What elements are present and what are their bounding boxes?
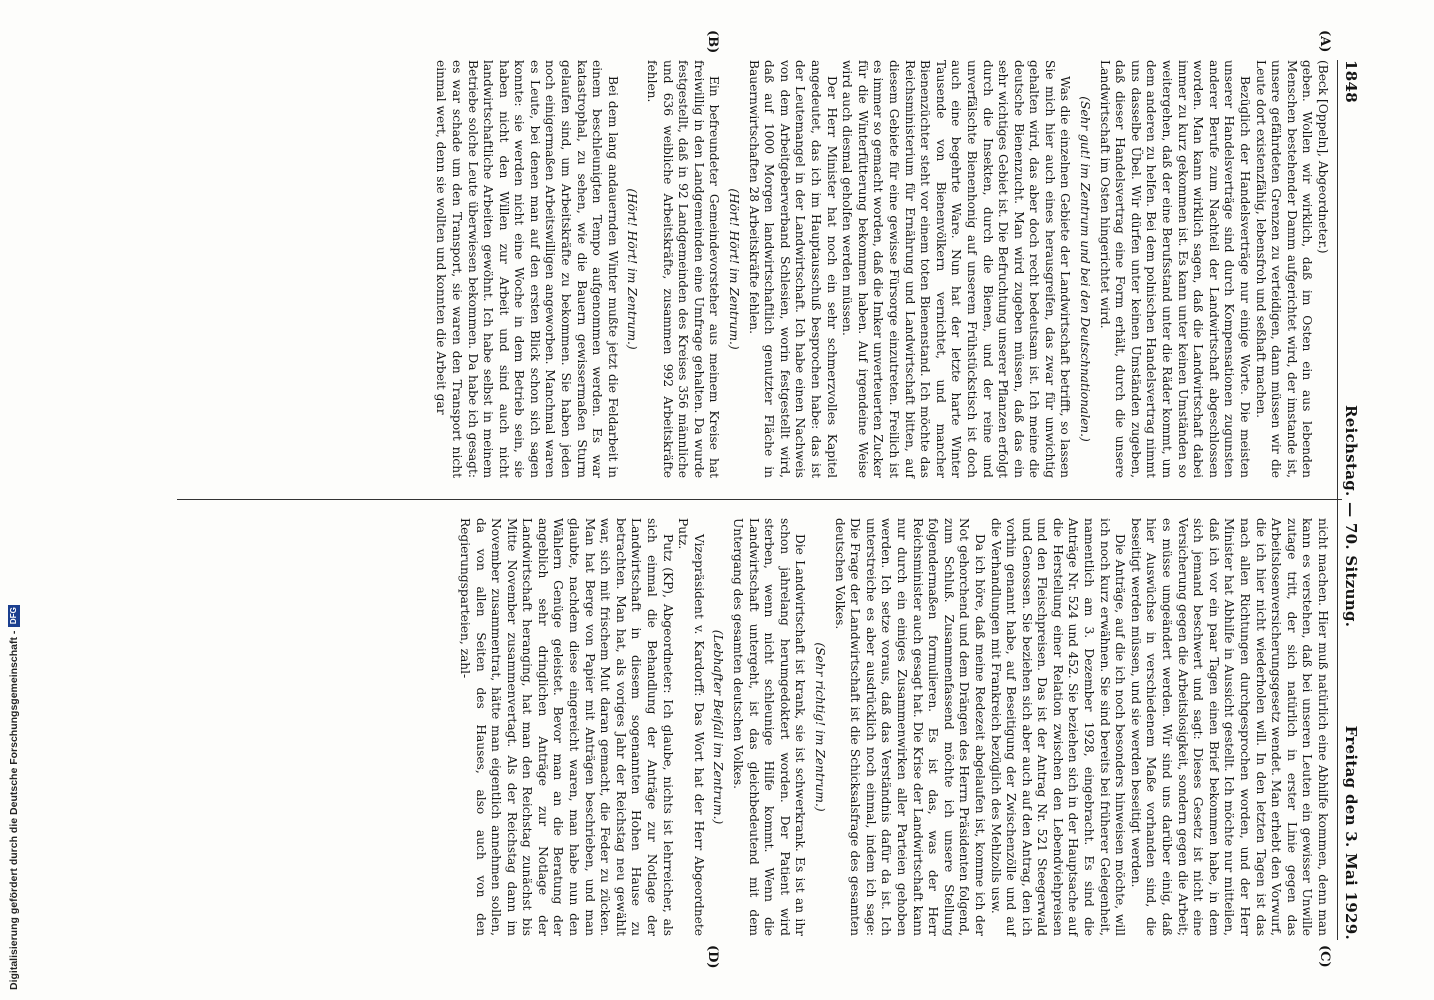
margin-mark-d: (D) (705, 945, 720, 969)
rotated-document (130, 30, 1360, 969)
margin-mark-a: (A) (1317, 30, 1332, 53)
paragraph: geben. Wollen wir wirklich, daß im Osten ein aus lebenden Menschen bestehender Damm aufgerichtet wird, der imstande ist, unsere gefährdeten Grenzen zu verteidigen, dann müssen wir die Leute dort existenzfähig, lebensfroh und seßhaft machen. (1253, 60, 1315, 478)
dfg-logo-icon: DFG (8, 605, 20, 627)
margin-mark-b: (B) (705, 30, 720, 54)
session-title: Reichstag. — 70. Sitzung. (1342, 405, 1360, 628)
paragraph: Ein befreundeter Gemeindevorsteher aus meinem Kreise hat freiwillig in den Landgemeinden eine Umfrage gehalten. Da wurde festgestellt, daß in 92 Landgemeinden des Kreises 356 männliche und 636 weibliche Arbeitskräfte, zusammen 992 Arbeitskräfte fehlen. (645, 60, 722, 478)
paragraph: (Beck [Oppeln], Abgeordneter.) (1316, 60, 1330, 254)
column-divider (177, 499, 1342, 500)
paragraph: Bezüglich der Handelsverträge nur einige Worte. Die meisten unserer Handelsverträge sind durch Kompensationen zugunsten anderer Berufe zum Nachteil der Landwirtschaft abgeschlossen worden. Man kann wirklich sagen, daß die Landwirtschaft dabei immer zu kurz gekommen ist. Es kann unter keinen Umständen so weitergehen, daß der eine Berufsstand unter die Räder kommt, um dem anderen zu helfen. Bei dem polnischen Handelsvertrag nimmt uns dasselbe Übel. Wir dürfen unter keinen Umständen zugeben, daß dieser Handelsvertrag eine Form erhält, durch die unsere Landwirtschaft im Osten hingerichtet wird. (1097, 60, 1253, 478)
page-number: 1848 (1342, 60, 1360, 103)
session-date: Freitag den 3. Mai 1929. (1342, 725, 1360, 940)
paragraph: Vizepräsident v. Kardorff: Das Wort hat der Herr Abgeordnete Putz. (676, 518, 706, 936)
credit-text: Digitalisierung gefördert durch die Deutsche Forschungsgemeinschaft - (8, 630, 20, 990)
paragraph: Die Anträge, auf die ich noch besonders hinweisen möchte, will ich noch kurz erwähnen. Sie sind bereits bei früherer Gelegenheit, namentlich am 3. Dezember 1928, eingebracht. Es sind die Anträge Nr. 524 und 452. Sie beziehen sich in der Hauptsache auf die Herstellung einer Relation zwischen den Lebendviehpreisen und den Fleischpreisen. Das ist der Antrag Nr. 521 Steegerwald und Genossen. Sie beziehen sich aber auch auf den Antrag, den ich vorhin genannt habe, auf Beseitigung der Zwischenzölle und auf die Verhandlungen mit Frankreich bezüglich des Mehlzolls usw. (988, 518, 1128, 936)
right-column (456, 518, 1330, 936)
margin-mark-c: (C) (1317, 945, 1332, 968)
paragraph: (Lebhafter Beifall im Zentrum.) (711, 629, 726, 825)
paragraph: (Sehr richtig! im Zentrum.) (813, 642, 827, 812)
header-rule (1337, 60, 1338, 940)
paragraph: Da ich höre, daß meine Redezeit abgelaufen ist, komme ich der Not gehorchend und dem Drängen des Herrn Präsidenten folgend, zum Schluß. Zusammenfassend möchte ich unsere Stellung folgendermaßen formulieren. Es ist das, was der Herr Reichsminister auch gesagt hat. Die Krise der Landwirtschaft kann nur durch ein einiges Zusammenwirken aller Parteien gehoben werden. Ich setze voraus, daß das Verständnis dafür da ist. Ich unterstreiche es aber ausdrücklich noch einmal, indem ich sage: Die Frage der Landwirtschaft ist die Schicksalsfrage des gesamten deutschen Volkes. (832, 518, 987, 936)
left-column (433, 60, 1330, 478)
paragraph: Was die einzelnen Gebiete der Landwirtschaft betrifft, so lassen Sie mich hier auch eines herausgreifen, das zwar für unwichtig gehalten wird, das aber doch recht bedeutsam ist. Ich meine die deutsche Bienenzucht. Man wird zugeben müssen, daß das ein sehr wichtiges Gebiet ist. Die Befruchtung unserer Pflanzen erfolgt durch die Insekten, durch die Bienen, und der reine und unverfälschte Bienenhonig auf unserem Frühstückstisch ist doch auch eine begehrte Ware. Nun hat der letzte harte Winter Tausende von Bienenvölkern vernichtet, und mancher Bienenzüchter steht vor einem toten Bienenstand. Ich möchte das Reichsministerium für Ernährung und Landwirtschaft bitten, auf diesem Gebiete für eine gewisse Fürsorge einzutreten. Freilich ist es immer so gemacht worden, daß die Imker unverteuerten Zucker für die Winterfütterung bekommen haben. Auf irgendeine Weise wird auch diesmal geholfen werden müssen. (840, 60, 1073, 478)
paragraph: (Hört! Hört! im Zentrum.) (625, 188, 640, 350)
paragraph: Putz (KP), Abgeordneter: Ich glaube, nichts ist lehrreicher, als sich einmal die Behandlung der Anträge zur Notlage der Landwirtschaft in diesem sogenannten Hohen Hause zu betrachten. Man hat, als voriges Jahr der Reichstag neu gewählt war, sich mit frischem Mut daran gemacht, die Feder zu zücken. Man hat Berge von Papier mit Anträgen beschrieben, und man glaubte, nachdem diese eingereicht waren, man habe nun den Wählern Genüge geleistet. Bevor man an die Beratung der angeblich sehr dringlichen Anträge zur Notlage der Landwirtschaft heranging, hat man den Reichstag zunächst bis Mitte November zusammenvertagt. Als der Reichstag dann im November zusammentrat, hätte man eigentlich annehmen sollen, da von allen Seiten des Hauses, also auch von den Regierungsparteien, zahl- (457, 518, 675, 936)
paragraph: Der Herr Minister hat noch ein sehr schmerzvolles Kapitel angedeutet, das ich im Hauptausschuß besprochen habe: das ist der Leutemangel in der Landwirtschaft. Ich habe einen Nachweis von dem Arbeitgeberverband Schlesien, worin festgestellt wird, daß auf 1000 Morgen landwirtschaftlich genutzter Fläche in Bauernwirtschaften 28 Arbeitskräfte fehlen. (746, 60, 839, 478)
paragraph: (Hört! Hört! im Zentrum.) (727, 188, 742, 350)
paragraph: nicht machen. Hier muß natürlich eine Abhilfe kommen, denn man kann es verstehen, daß bei unseren Leuten ein gewisser Unwille zutage tritt, der sich natürlich in erster Linie gegen das Arbeitslosenversicherungsgesetz wendet. Man erhebt den Vorwurf, die ich hier nicht wiederholen will. In den letzten Tagen ist das nach allen Richtungen durchgesprochen worden, und der Herr Minister hat Abhilfe in Aussicht gestellt. Ich möchte nur mitteilen, daß ich vor ein paar Tagen einen Brief bekommen habe, in dem sich jemand beschwert und sagt: Dieses Gesetz ist nicht eine Versicherung gegen die Arbeitslosigkeit, sondern gegen die Arbeit; es müsse umgeändert werden. Wir sind uns darüber einig, daß hier Auswüchse in verschiedenem Maße vorhanden sind, die beseitigt werden müssen, und sie werden beseitigt werden. (1128, 518, 1330, 936)
paragraph: (Sehr gut! im Zentrum und bei den Deutschnationalen.) (1078, 96, 1093, 442)
paragraph: Die Landwirtschaft ist krank, sie ist schwerkrank. Es ist an ihr schon jahrelang herumgedoktert worden. Der Patient wird sterben, wenn nicht schleunige Hilfe kommt. Wenn die Landwirtschaft untergeht, ist das gleichbedeutend mit dem Untergang des gesamten deutschen Volkes. (731, 518, 808, 936)
paragraph: Bei dem lang andauernden Winter mußte jetzt die Feldarbeit in einem beschleunigten Tempo aufgenommen werden. Es war katastrophal, zu sehen, wie die Bauern gewissermaßen Sturm gelaufen sind, um Arbeitskräfte zu bekommen. Sie haben jeden noch einigermaßen Arbeitswilligen angeworben. Manchmal waren es Leute, bei denen man auf den ersten Blick schon sich sagen konnte: sie werden nicht eine Woche in dem Betrieb sein, sie haben nicht den Willen zur Arbeit und sind auch nicht landwirtschaftliche Arbeiten gewöhnt. Ich habe selbst in meinem Betriebe solche Leute überwiesen bekommen. Da habe ich gesagt: es war schade um den Transport, sie waren den Transport nicht einmal wert, denn sie wollten und konnten die Arbeit gar (434, 60, 620, 478)
digitization-credit (8, 605, 20, 990)
